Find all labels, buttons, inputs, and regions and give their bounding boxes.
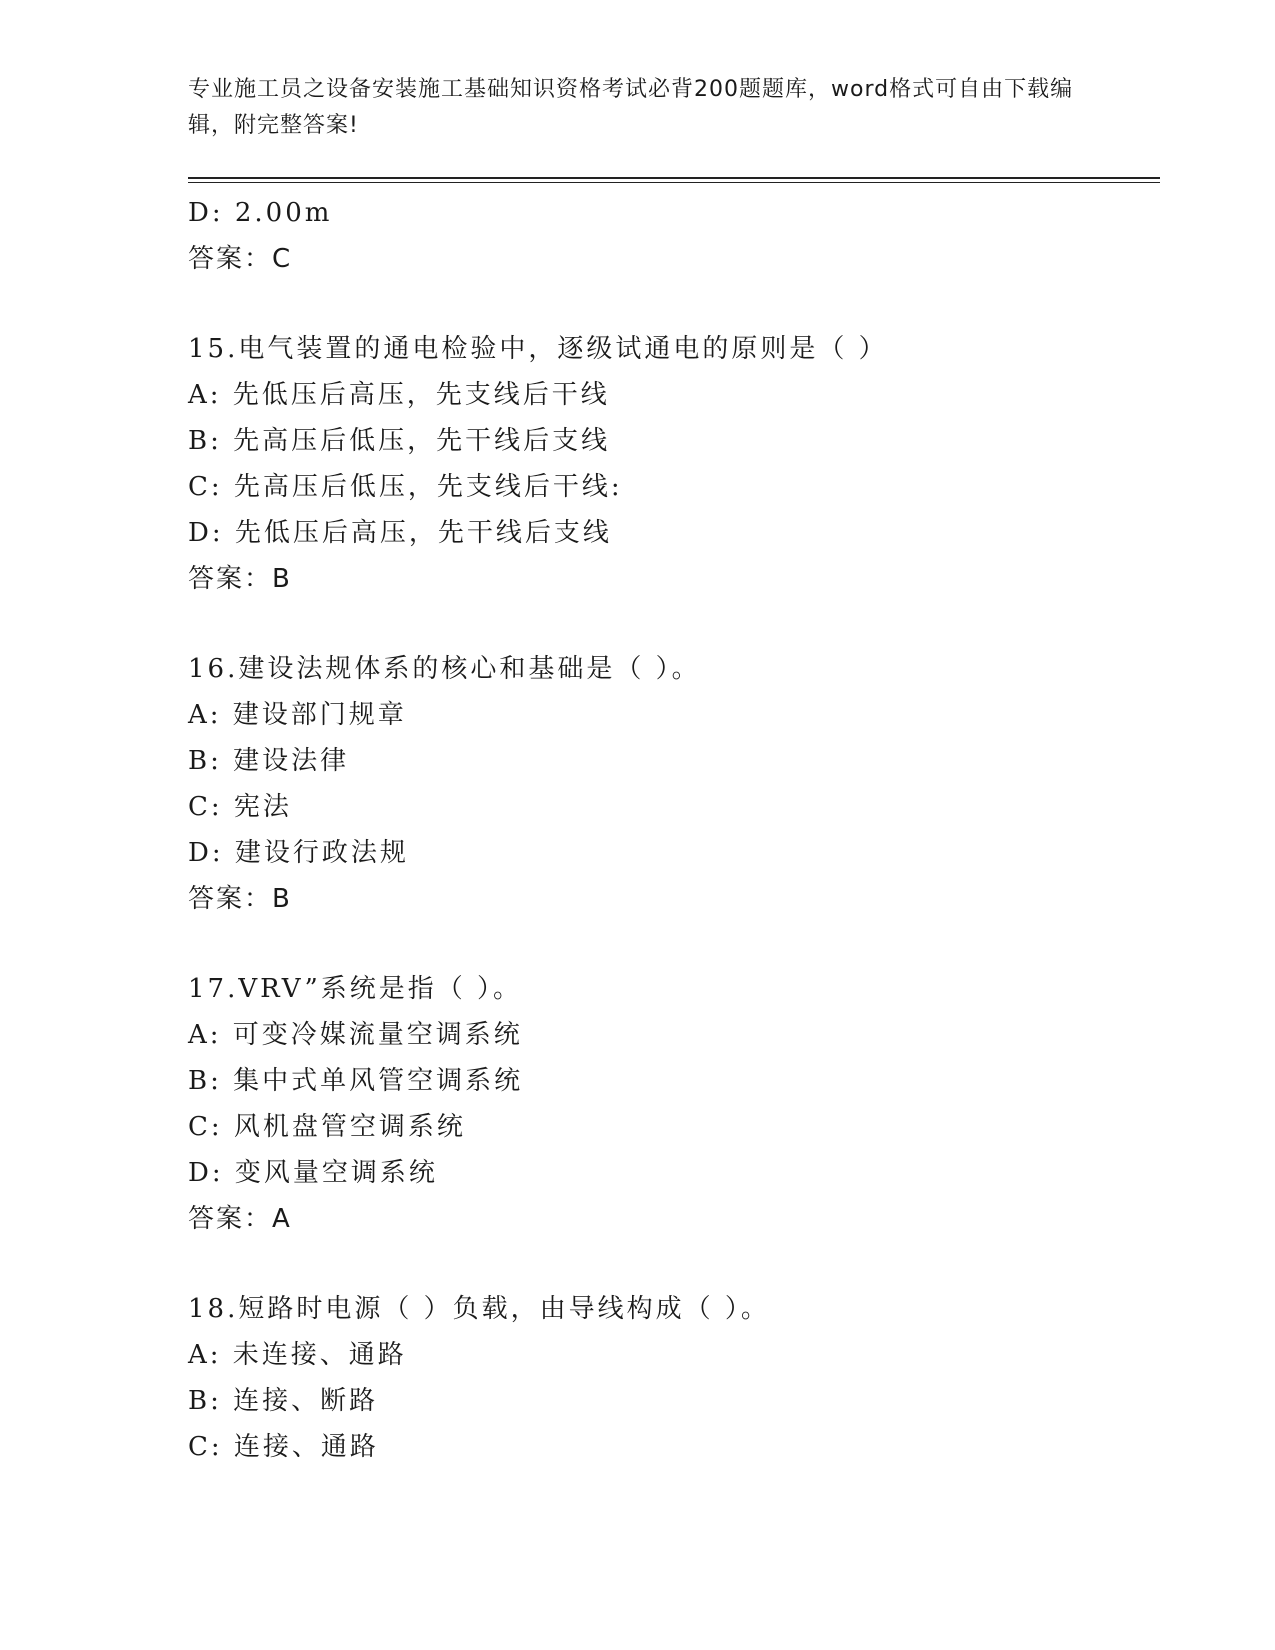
question-17: [188, 966, 1148, 1242]
question-16: [188, 646, 1148, 922]
question-stem: 17.VRV”系统是指（ ）。: [188, 974, 523, 1004]
option-b: B: 先高压后低压，先干线后支线: [188, 426, 611, 456]
question-stem: 15.电气装置的通电检验中，逐级试通电的原则是（ ）: [188, 334, 888, 364]
option-d: D: 变风量空调系统: [188, 1158, 438, 1188]
option-a: A: 可变冷媒流量空调系统: [188, 1020, 523, 1050]
question-18: [188, 1286, 1148, 1470]
question-stem: 16.建设法规体系的核心和基础是（ ）。: [188, 654, 701, 684]
option-a: A: 先低压后高压，先支线后干线: [188, 380, 610, 410]
option-d: D: 先低压后高压，先干线后支线: [188, 518, 612, 548]
header-divider-thick: [188, 177, 1160, 179]
option-c: C: 连接、通路: [188, 1432, 379, 1462]
option-b: B: 连接、断路: [188, 1386, 379, 1416]
answer: 答案：B: [188, 884, 292, 914]
question-stem: 18.短路时电源（ ）负载，由导线构成（ ）。: [188, 1294, 770, 1324]
document-body: [188, 190, 1148, 1470]
answer: 答案：B: [188, 564, 292, 594]
option-c: C: 先高压后低压，先支线后干线:: [188, 472, 623, 502]
answer: 答案：C: [188, 244, 293, 274]
option-c: C: 宪法: [188, 792, 292, 822]
option-a: A: 建设部门规章: [188, 700, 407, 730]
page-header: 专业施工员之设备安装施工基础知识资格考试必背200题题库，word格式可自由下载编辑，附完整答案!: [188, 77, 1074, 138]
header-divider-thin: [188, 182, 1160, 183]
option-c: C: 风机盘管空调系统: [188, 1112, 466, 1142]
option-b: B: 建设法律: [188, 746, 350, 776]
option-a: A: 未连接、通路: [188, 1340, 407, 1370]
option-d: D: 建设行政法规: [188, 838, 409, 868]
option-b: B: 集中式单风管空调系统: [188, 1066, 524, 1096]
answer: 答案：A: [188, 1204, 292, 1234]
option-d: D: 2.00m: [188, 198, 333, 228]
question-15: [188, 326, 1148, 602]
